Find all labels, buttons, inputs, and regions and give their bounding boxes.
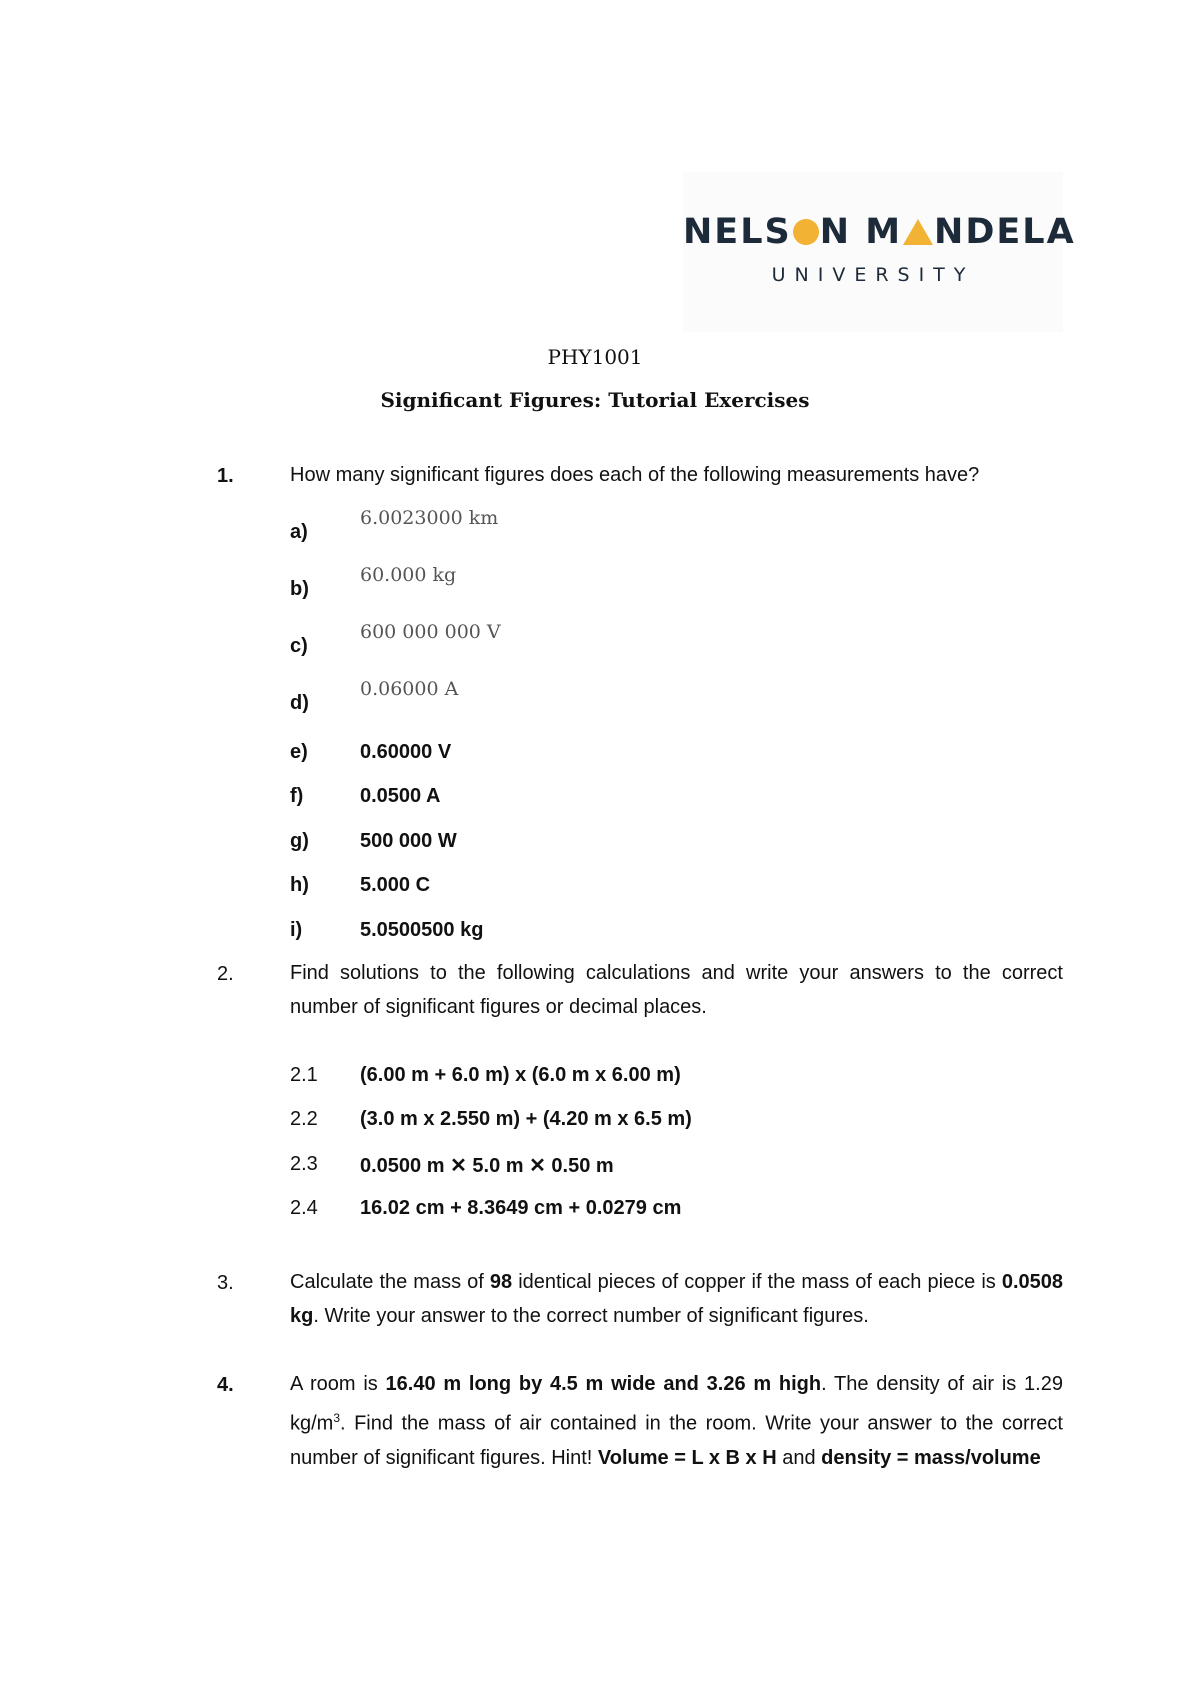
item-label: 2.3 [290, 1153, 318, 1175]
question-text: How many significant figures does each of the following measurements have? [290, 464, 980, 486]
item-value: 5.000 C [360, 874, 431, 896]
item-expression: 16.02 cm + 8.3649 cm + 0.0279 cm [360, 1197, 682, 1219]
university-logo [683, 172, 1076, 332]
item-value: 60.000 kg [360, 564, 457, 586]
item-value: 0.0500 A [360, 785, 441, 807]
text-run: . Find the mass of air contained in the room. Write your answer to the correct number of significant figures. Hint! [290, 1412, 1063, 1469]
page-title: Significant Figures: Tutorial Exercises [380, 388, 810, 412]
item-label: h) [290, 874, 309, 896]
text-run-bold: density = mass/volume [821, 1446, 1041, 1469]
item-label: d) [290, 692, 309, 714]
question-number: 4. [217, 1374, 234, 1396]
logo-text-part: N M [819, 212, 903, 252]
question-number: 3. [217, 1272, 234, 1294]
text-run: and [776, 1446, 822, 1469]
question-number: 1. [217, 465, 234, 487]
item-value: 6.0023000 km [360, 507, 499, 529]
text-run: . Write your answer to the correct number of significant figures. [313, 1305, 869, 1327]
text-run-bold: 16.40 m long by 4.5 m wide and 3.26 m high [385, 1373, 822, 1395]
question-text: Find solutions to the following calculations and write your answers to the correct number of significant figures or decimal places. [290, 962, 1063, 1018]
item-value: 0.60000 V [360, 741, 452, 763]
text-run: Calculate the mass of [290, 1271, 490, 1293]
item-label: f) [290, 785, 304, 807]
item-expression: 0.0500 m ✕ 5.0 m ✕ 0.50 m [360, 1155, 614, 1177]
text-run: identical pieces of copper if the mass of each piece is [512, 1271, 1002, 1293]
course-code: PHY1001 [547, 345, 643, 369]
item-expression: (6.00 m + 6.0 m) x (6.0 m x 6.00 m) [360, 1064, 681, 1086]
item-label: g) [290, 830, 309, 852]
item-value: 500 000 W [360, 830, 457, 852]
item-value: 5.0500500 kg [360, 919, 484, 941]
item-value: 600 000 000 V [360, 621, 501, 643]
item-label: c) [290, 635, 308, 657]
item-label: 2.4 [290, 1197, 318, 1219]
item-expression: (3.0 m x 2.550 m) + (4.20 m x 6.5 m) [360, 1108, 692, 1130]
logo-wordmark [683, 212, 1076, 252]
item-label: b) [290, 578, 309, 600]
item-label: e) [290, 741, 308, 763]
text-run: . The density of air is 1.29 kg/m [290, 1373, 1063, 1435]
item-label: a) [290, 521, 308, 543]
item-label: i) [290, 919, 303, 941]
logo-university-text: UNIVERSITY [771, 264, 975, 286]
logo-text-part: NDELA [934, 212, 1076, 252]
question-text [290, 1367, 1063, 1475]
text-run: A room is [290, 1373, 386, 1395]
item-label: 2.1 [290, 1064, 318, 1086]
text-run-bold: 0.0508 kg [290, 1271, 1064, 1327]
text-run-bold: 98 [489, 1271, 513, 1293]
question-number: 2. [217, 963, 234, 985]
logo-triangle-icon [903, 219, 933, 245]
question-text [290, 1265, 1063, 1333]
text-run-bold: Volume = L x B x H [597, 1446, 777, 1469]
logo-text-part: NELS [683, 212, 792, 252]
item-label: 2.2 [290, 1108, 318, 1130]
item-value: 0.06000 A [360, 678, 459, 700]
logo-circle-icon [793, 219, 819, 245]
superscript: 3 [333, 1411, 341, 1425]
